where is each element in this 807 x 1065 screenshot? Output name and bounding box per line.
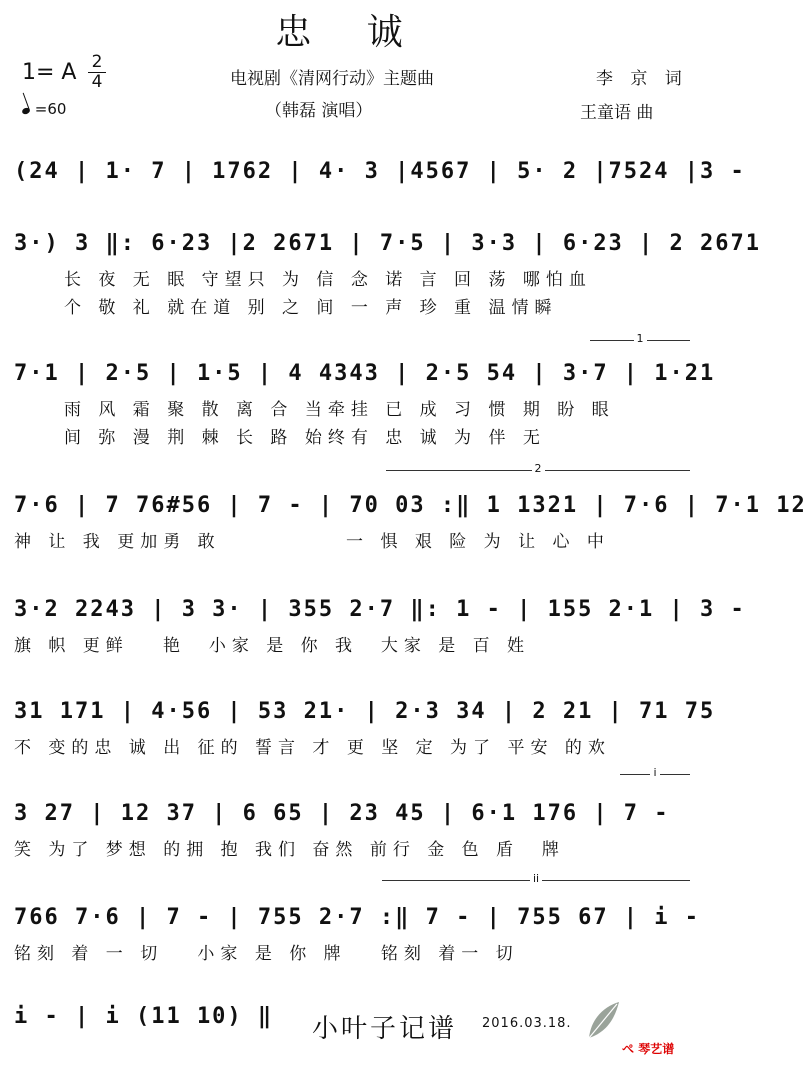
time-signature	[88, 54, 106, 91]
score-row-7	[14, 792, 694, 864]
footer	[0, 1000, 700, 1060]
volta-second-ending: 2	[386, 470, 690, 480]
notation-line: (24 | 1· 7 | 1762 | 4· 3 |4567 | 5· 2 |7524 |3 -	[14, 159, 746, 184]
singer: （韩磊 演唱）	[265, 101, 373, 121]
quarter-note-icon	[21, 107, 31, 115]
lyrics-verse-2: 间 弥 漫 荆 棘 长 路 始终有 忠 诚 为 伴 无	[64, 428, 546, 448]
time-signature-bottom: 4	[91, 72, 103, 92]
lyrics-verse-1: 神 让 我 更加勇 敢 一 惧 艰 险 为 让 心 中	[14, 532, 610, 552]
notation-line: 3·2 2243 | 3 3· | 355 2·7 ‖: 1 - | 155 2·1 | 3 -	[14, 597, 746, 622]
score-row-5	[14, 588, 746, 660]
transcription-date: 2016.03.18.	[482, 1016, 572, 1031]
notation-line: 3 27 | 12 37 | 6 65 | 23 45 | 6·1 176 | 7 -	[14, 801, 670, 826]
score-row-8	[14, 896, 701, 968]
notation-line: 7·6 | 7 76#56 | 7 - | 70 03 :‖ 1 1321 | 7·6 | 7·1 12	[14, 493, 807, 518]
song-title: 忠 诚	[275, 12, 425, 53]
score-row-6	[14, 690, 716, 762]
score-row-1	[14, 150, 746, 194]
notation-line: 766 7·6 | 7 - | 755 2·7 :‖ 7 - | 755 67 | i -	[14, 905, 701, 930]
score-row-4	[14, 484, 807, 556]
brand-name: 琴艺谱	[638, 1042, 675, 1056]
lyrics-verse-2: 个 敬 礼 就在道 别 之 间 一 声 珍 重 温情瞬	[64, 298, 558, 318]
volta-first-ending: 1	[590, 340, 690, 350]
composer: 王童语 曲	[580, 103, 654, 123]
time-signature-top: 2	[91, 52, 103, 72]
lyrics-verse-1: 旗 帜 更鲜 艳 小家 是 你 我 大家 是 百 姓	[14, 636, 531, 656]
lyrics-verse-1: 铭刻 着 一 切 小家 是 你 牌 铭刻 着一 切	[14, 944, 519, 964]
leaf-icon	[585, 1000, 621, 1042]
lyrics-verse-1: 笑 为了 梦想 的拥 抱 我们 奋然 前行 金 色 盾 牌	[14, 840, 565, 860]
notation-line: 7·1 | 2·5 | 1·5 | 4 4343 | 2·5 54 | 3·7 | 1·21	[14, 361, 716, 386]
tempo-value: =60	[34, 100, 67, 118]
final-notation-line: i - | i (11 10) ‖	[14, 1004, 274, 1029]
notation-line: 3·) 3 ‖: 6·23 |2 2671 | 7·5 | 3·3 | 6·23 | 2 2671	[14, 231, 762, 256]
key-signature: 1= A	[22, 60, 77, 85]
lyrics-verse-1: 雨 风 霜 聚 散 离 合 当牵挂 已 成 习 惯 期 盼 眼	[64, 400, 615, 420]
brand-logo-icon: ぺ	[622, 1042, 635, 1056]
score-row-3	[14, 352, 716, 452]
volta-ending-i: i	[620, 774, 690, 784]
lyrics-verse-1: 长 夜 无 眠 守望只 为 信 念 诺 言 回 荡 哪怕血	[64, 270, 592, 290]
score-row-2	[14, 222, 762, 322]
lyricist: 李 京 词	[596, 69, 688, 89]
subtitle: 电视剧《清网行动》主题曲	[230, 69, 434, 89]
volta-ending-ii: ii	[382, 880, 690, 890]
transcriber-signature: 小叶子记谱	[312, 1014, 458, 1044]
tempo-marking	[22, 100, 66, 118]
notation-line: 31 171 | 4·56 | 53 21· | 2·3 34 | 2 21 | 71 75	[14, 699, 716, 724]
brand-watermark	[622, 1040, 674, 1057]
lyrics-verse-1: 不 变的忠 诚 出 征的 誓言 才 更 坚 定 为了 平安 的欢	[14, 738, 611, 758]
